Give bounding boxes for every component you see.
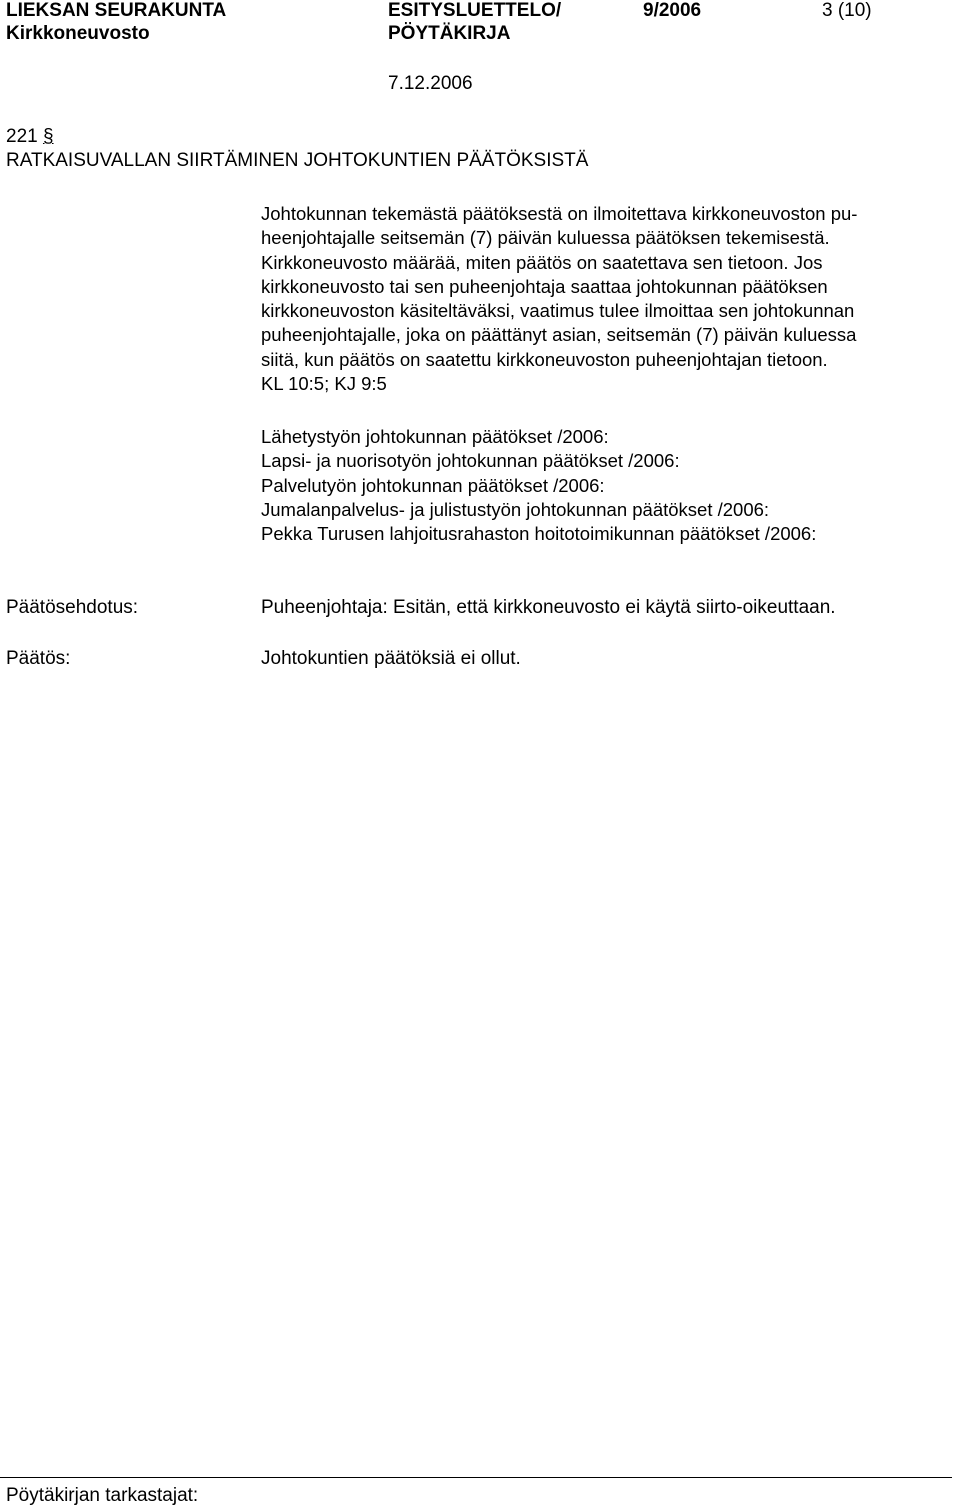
decision-label: Päätös: bbox=[6, 648, 71, 669]
body-line: Johtokunnan tekemästä päätöksestä on ilmoitettava kirkkoneuvoston pu- bbox=[261, 203, 858, 224]
document-type: ESITYSLUETTELO/ bbox=[388, 0, 562, 21]
proposal-label: Päätösehdotus: bbox=[6, 597, 139, 618]
decision-list-item: Lähetystyön johtokunnan päätökset /2006: bbox=[261, 426, 609, 447]
decision-list-item: Jumalanpalvelus- ja julistustyön johtokunnan päätökset /2006: bbox=[261, 498, 770, 520]
section-number bbox=[6, 125, 54, 149]
organization-body: Kirkkoneuvosto bbox=[6, 23, 150, 44]
page-indicator: 3 (10) bbox=[822, 0, 872, 21]
decision-list-item: Lapsi- ja nuorisotyön johtokunnan päätökset /2006: bbox=[261, 450, 680, 472]
body-paragraph bbox=[261, 202, 857, 396]
legal-reference: KL 10:5; KJ 9:5 bbox=[261, 373, 387, 395]
proposal-text: Puheenjohtaja: Esitän, että kirkkoneuvosto ei käytä siirto-oikeuttaan. bbox=[261, 597, 836, 618]
decision-list bbox=[261, 425, 816, 546]
decision-list-item: Palvelutyön johtokunnan päätökset /2006: bbox=[261, 474, 605, 496]
decision-list-item: Pekka Turusen lahjoitusrahaston hoitotoimikunnan päätökset /2006: bbox=[261, 523, 817, 545]
meeting-number: 9/2006 bbox=[643, 0, 702, 21]
body-line: kirkkoneuvosto tai sen puheenjohtaja saattaa johtokunnan päätöksen bbox=[261, 275, 828, 297]
body-line: heenjohtajalle seitsemän (7) päivän kuluessa päätöksen tekemisestä. bbox=[261, 227, 830, 249]
section-number-value: 221 bbox=[6, 126, 38, 147]
meeting-date: 7.12.2006 bbox=[388, 73, 473, 94]
section-title: RATKAISUVALLAN SIIRTÄMINEN JOHTOKUNTIEN PÄÄTÖKSISTÄ bbox=[6, 150, 589, 171]
footer-divider bbox=[0, 1477, 952, 1478]
section-mark: § bbox=[42, 126, 54, 147]
decision-text: Johtokuntien päätöksiä ei ollut. bbox=[261, 648, 521, 669]
organization-name: LIEKSAN SEURAKUNTA bbox=[6, 0, 227, 21]
document-type-continued: PÖYTÄKIRJA bbox=[388, 23, 511, 44]
body-line: siitä, kun päätös on saatettu kirkkoneuvoston puheenjohtajan tietoon. bbox=[261, 348, 828, 370]
footer-label: Pöytäkirjan tarkastajat: bbox=[6, 1485, 199, 1506]
body-line: Kirkkoneuvosto määrää, miten päätös on saatettava sen tietoon. Jos bbox=[261, 251, 823, 273]
body-line: puheenjohtajalle, joka on päättänyt asian, seitsemän (7) päivän kuluessa bbox=[261, 324, 857, 346]
body-line: kirkkoneuvoston käsiteltäväksi, vaatimus tulee ilmoittaa sen johtokunnan bbox=[261, 300, 855, 322]
